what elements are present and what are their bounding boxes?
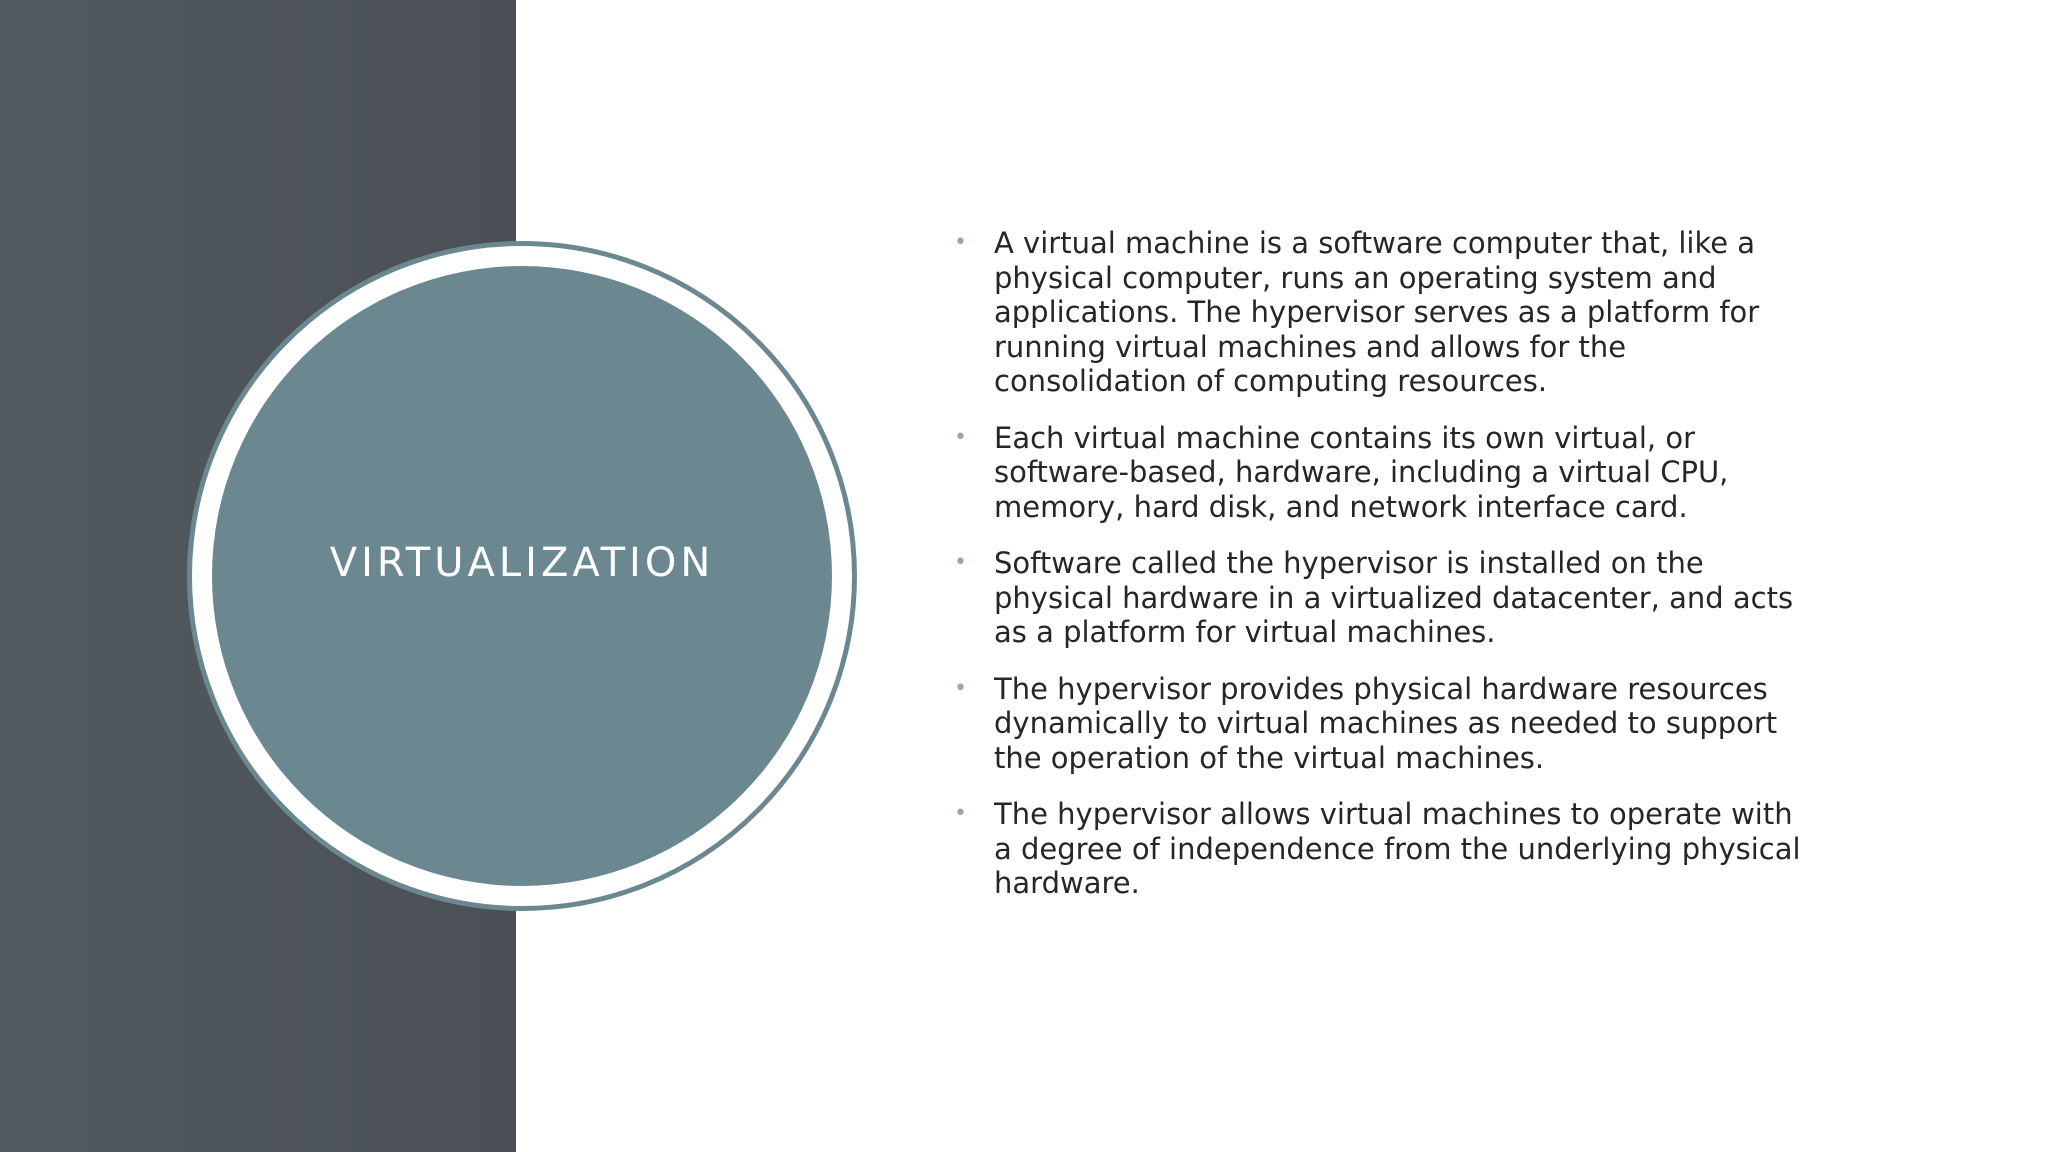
bullet-text: The hypervisor provides physical hardware resources dynamically to virtual machines as needed to support the operation of the virtual machines. [994, 671, 1778, 775]
bullet-item [950, 226, 1810, 399]
bullet-dot-icon: • [954, 801, 967, 826]
bullet-item [950, 546, 1810, 650]
bullet-text: Each virtual machine contains its own virtual, or software-based, hardware, including a virtual CPU, memory, hard disk, and network interface card. [994, 420, 1729, 524]
bullet-dot-icon: • [954, 550, 967, 575]
title-circle [212, 266, 832, 886]
bullet-text: Software called the hypervisor is installed on the physical hardware in a virtualized datacenter, and acts as a platform for virtual machines. [994, 546, 1794, 649]
bullet-dot-icon: • [954, 675, 967, 701]
bullet-item [950, 672, 1810, 776]
slide-title: VIRTUALIZATION [329, 540, 715, 586]
bullet-item [950, 421, 1810, 525]
bullet-text: The hypervisor allows virtual machines to operate with a degree of independence from the underlying physical hardware. [994, 797, 1801, 900]
bullet-list [950, 226, 1810, 923]
bullet-item [950, 797, 1810, 901]
bullet-dot-icon: • [954, 424, 967, 450]
bullet-dot-icon: • [954, 230, 967, 255]
bullet-text: A virtual machine is a software computer that, like a physical computer, runs an operating system and applications. The hypervisor serves as a platform for running virtual machines and allows for the consolidation of computing resources. [994, 226, 1760, 398]
